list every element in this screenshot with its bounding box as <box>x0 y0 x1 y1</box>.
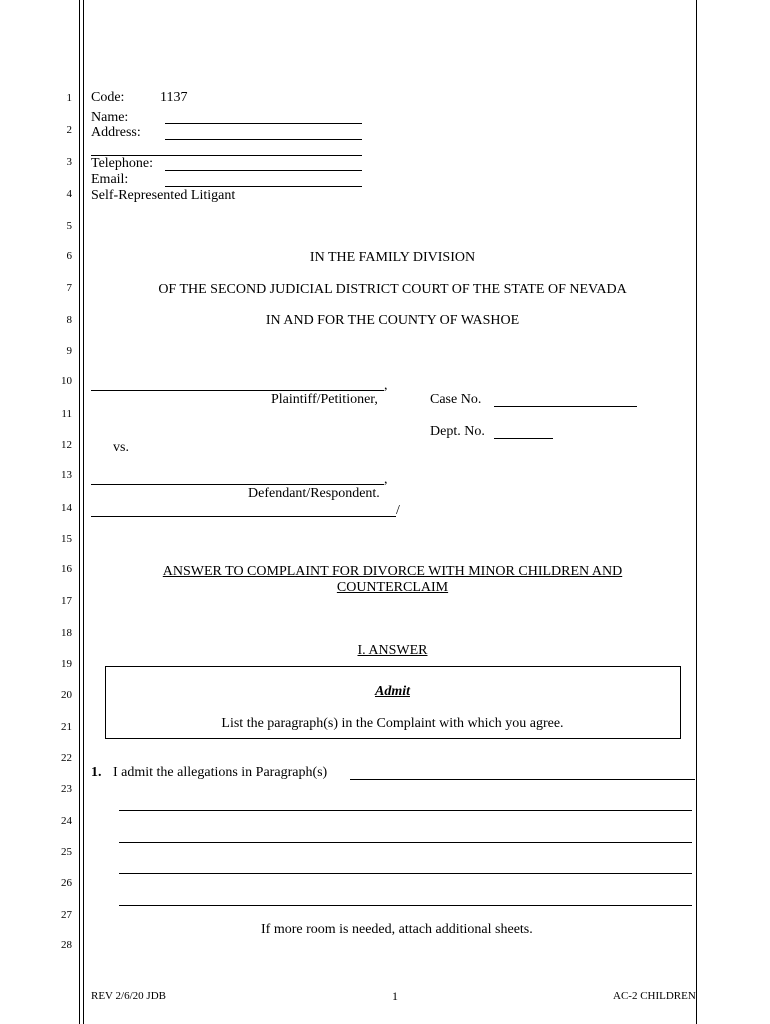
line-number: 22 <box>61 752 72 764</box>
line-number: 4 <box>66 188 72 200</box>
line-number: 21 <box>61 721 72 733</box>
left-margin-rule-outer <box>79 0 80 1024</box>
right-margin-rule <box>696 0 697 1024</box>
line-number: 7 <box>66 282 72 294</box>
line-number: 20 <box>61 689 72 701</box>
line-number: 18 <box>61 627 72 639</box>
line-number: 6 <box>66 250 72 262</box>
admit-title: Admit <box>374 684 410 699</box>
plaintiff-comma: , <box>384 378 388 393</box>
more-room-note: If more room is needed, attach additional sheets. <box>261 922 533 937</box>
dept-no-label: Dept. No. <box>430 424 485 439</box>
defendant-label: Defendant/Respondent. <box>248 486 380 501</box>
line-number: 28 <box>61 939 72 951</box>
caption-closing-line <box>91 516 396 517</box>
left-margin-rule-inner <box>83 0 84 1024</box>
plaintiff-label: Plaintiff/Petitioner, <box>271 392 378 407</box>
line-number: 27 <box>61 909 72 921</box>
line-number: 24 <box>61 815 72 827</box>
court-name: OF THE SECOND JUDICIAL DISTRICT COURT OF THE STATE OF NEVADA <box>158 282 627 297</box>
name-label: Name: <box>91 110 129 125</box>
code-value: 1137 <box>160 90 188 105</box>
line-number: 14 <box>61 502 72 514</box>
item-1-text: I admit the allegations in Paragraph(s) <box>113 765 328 780</box>
line-number: 1 <box>66 92 72 104</box>
admit-instructions: List the paragraph(s) in the Complaint with which you agree. <box>221 716 564 731</box>
line-number: 3 <box>66 156 72 168</box>
line-number: 12 <box>61 439 72 451</box>
court-county: IN AND FOR THE COUNTY OF WASHOE <box>265 313 520 328</box>
line-number: 16 <box>61 563 72 575</box>
footer-form-code: AC-2 CHILDREN <box>613 990 696 1002</box>
line-number: 26 <box>61 877 72 889</box>
dept-no-field-line[interactable] <box>494 438 553 439</box>
item-1-number: 1. <box>91 765 102 780</box>
paragraphs-field-line-2[interactable] <box>119 810 692 811</box>
line-number: 25 <box>61 846 72 858</box>
section-heading: I. ANSWER <box>357 643 428 658</box>
name-field-line[interactable] <box>165 123 362 124</box>
versus-label: vs. <box>113 440 129 455</box>
court-division: IN THE FAMILY DIVISION <box>309 250 476 265</box>
line-number: 11 <box>61 408 72 420</box>
line-number: 2 <box>66 124 72 136</box>
email-label: Email: <box>91 172 129 187</box>
case-no-field-line[interactable] <box>494 406 637 407</box>
email-field-line[interactable] <box>165 186 362 187</box>
plaintiff-name-line[interactable] <box>91 390 384 391</box>
defendant-name-line[interactable] <box>91 484 384 485</box>
paragraphs-field-line-5[interactable] <box>119 905 692 906</box>
paragraphs-field-line-3[interactable] <box>119 842 692 843</box>
paragraphs-field-line-4[interactable] <box>119 873 692 874</box>
line-number: 5 <box>66 220 72 232</box>
line-number: 13 <box>61 469 72 481</box>
case-no-label: Case No. <box>430 392 482 407</box>
address-field-line[interactable] <box>165 139 362 140</box>
line-number: 15 <box>61 533 72 545</box>
line-number: 9 <box>66 345 72 357</box>
footer-page-number: 1 <box>392 989 398 1003</box>
address-label: Address: <box>91 125 141 140</box>
document-title-line-1: ANSWER TO COMPLAINT FOR DIVORCE WITH MINOR CHILDREN AND <box>162 564 623 579</box>
self-represented-label: Self-Represented Litigant <box>91 188 236 203</box>
line-number: 10 <box>61 375 72 387</box>
footer-revision: REV 2/6/20 JDB <box>91 990 166 1002</box>
telephone-label: Telephone: <box>91 156 153 171</box>
paragraphs-field-line[interactable] <box>350 779 695 780</box>
line-number: 19 <box>61 658 72 670</box>
telephone-field-line[interactable] <box>165 170 362 171</box>
caption-slash: / <box>396 503 400 518</box>
code-label: Code: <box>91 90 125 105</box>
line-number: 23 <box>61 783 72 795</box>
line-number: 17 <box>61 595 72 607</box>
line-number: 8 <box>66 314 72 326</box>
document-title-line-2: COUNTERCLAIM <box>336 580 449 595</box>
defendant-comma: , <box>384 472 388 487</box>
